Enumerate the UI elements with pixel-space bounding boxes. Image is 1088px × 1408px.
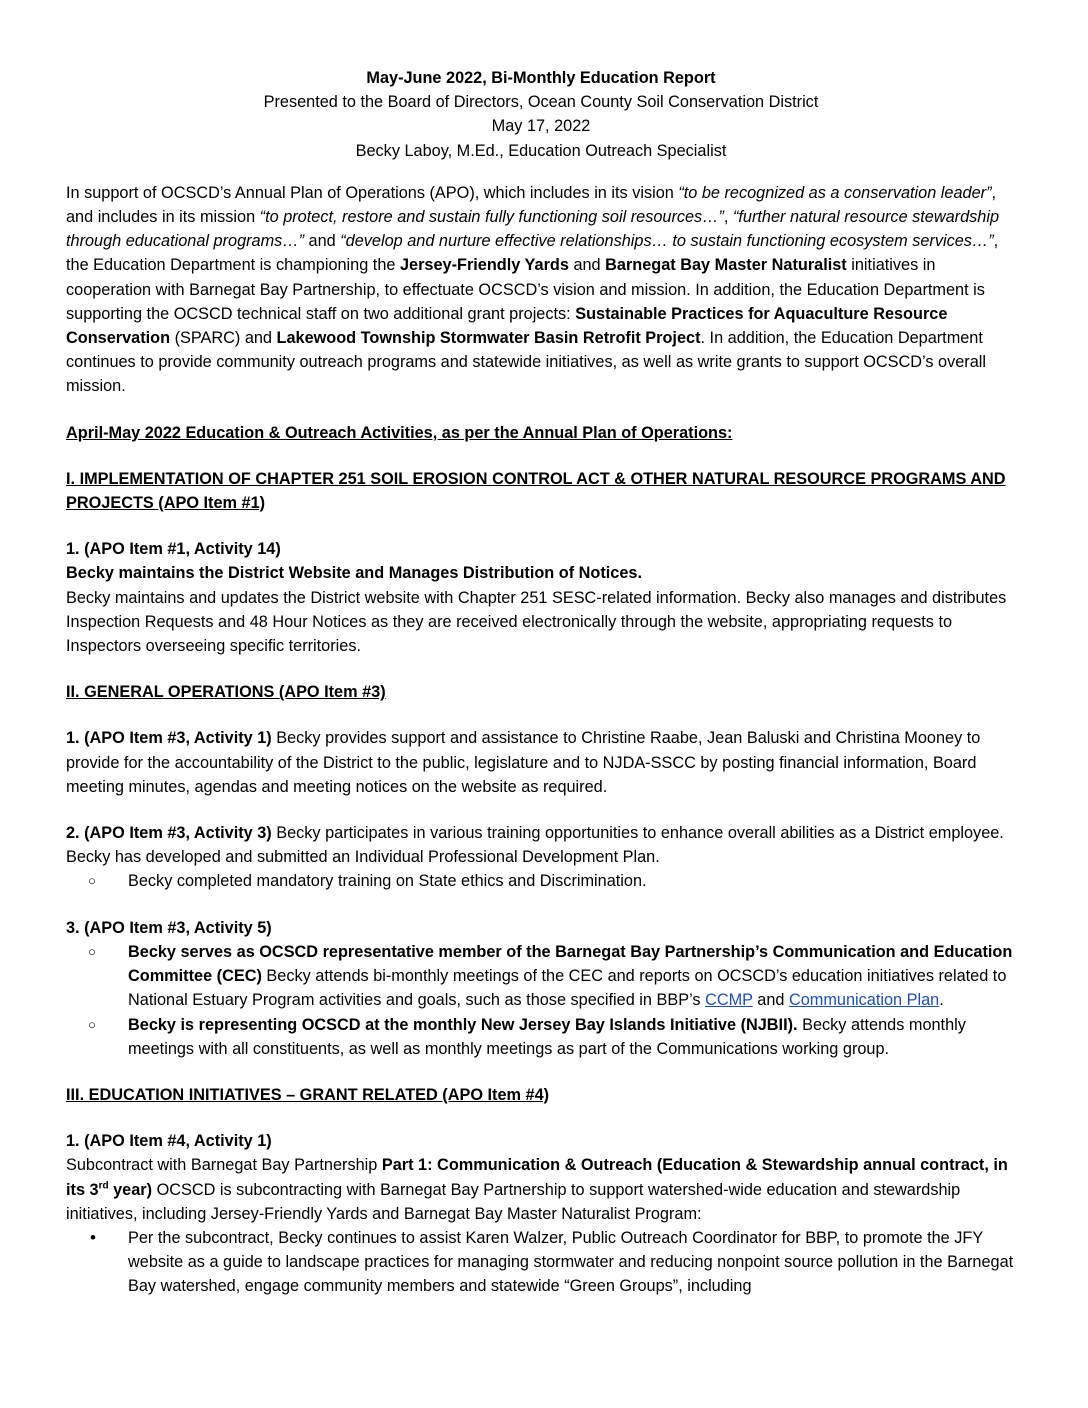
- section-2-item-2-list: [66, 869, 1016, 893]
- section-2-heading: II. GENERAL OPERATIONS (APO Item #3): [66, 683, 386, 702]
- section-2-item-2: 2. (APO Item #3, Activity 3) Becky participates in various training opportunities to enhance overall abilities as a District employee. Becky has developed and submitted an Individual Professional Development Plan.: [66, 824, 1004, 867]
- vision-quote: “to be recognized as a conservation leader”: [678, 183, 992, 202]
- intro-paragraph: In support of OCSCD’s Annual Plan of Operations (APO), which includes in its vision “to be recognized as a conservation leader”, and includes in its mission “to protect, restore and sustain fully functioning soil resources…”, “further natural resource stewardship through educational programs…” and “develop and nurture effective relationships… to sustain functioning ecosystem services…”, the Education Department is championing the Jersey-Friendly Yards and Barnegat Bay Master Naturalist initiatives in cooperation with Barnegat Bay Partnership, to effectuate OCSCD’s vision and mission. In addition, the Education Department is supporting the OCSCD technical staff on two additional grant projects: Sustainable Practices for Aquaculture Resource Conservation (SPARC) and Lakewood Township Stormwater Basin Retrofit Project. In addition, the Education Department continues to provide community outreach programs and statewide initiatives, as well as write grants to support OCSCD’s overall mission.: [66, 183, 1000, 396]
- list-item: ○ Becky serves as OCSCD representative member of the Barnegat Bay Partnership’s Communication and Education Committee (CEC) Becky attends bi-monthly meetings of the CEC and reports on OCSCD’s education initiatives related to National Estuary Program activities and goals, such as those specified in BBP’s CCMP and Communication Plan.: [66, 940, 1016, 1013]
- sparc-name: Sustainable Practices for Aquaculture Resource Conservation: [66, 304, 948, 348]
- list-item: ○ Becky completed mandatory training on State ethics and Discrimination.: [66, 869, 1016, 893]
- report-title: May-June 2022, Bi-Monthly Education Report: [366, 69, 716, 87]
- mission-quote-1: “to protect, restore and sustain fully functioning soil resources…”: [259, 208, 724, 227]
- section-1-item-1-text: Becky maintains and updates the District website with Chapter 251 SESC-related information. Becky also manages and distributes Inspection Requests and 48 Hour Notices as they are received electronically through the website, appropriating requests to Inspectors overseeing specific territories.: [66, 588, 1007, 656]
- jfy-name: Jersey-Friendly Yards: [399, 256, 569, 275]
- section-3-item-1-label: 1. (APO Item #4, Activity 1): [66, 1132, 272, 1151]
- activities-heading: April-May 2022 Education & Outreach Activities, as per the Annual Plan of Operations:: [66, 423, 733, 442]
- bbmn-name: Barnegat Bay Master Naturalist: [605, 256, 847, 275]
- section-2-item-1: 1. (APO Item #3, Activity 1) Becky provides support and assistance to Christine Raabe, Jean Baluski and Christina Mooney to provide for the accountability of the District to the public, legislature and to NJDA-SSCC by posting financial information, Board meeting minutes, agendas and meeting notices on the website as required.: [66, 729, 981, 796]
- section-3-heading: III. EDUCATION INITIATIVES – GRANT RELATED (APO Item #4): [66, 1085, 550, 1104]
- report-author: Becky Laboy, M.Ed., Education Outreach Specialist: [355, 141, 727, 160]
- list-item: ○ Becky is representing OCSCD at the monthly New Jersey Bay Islands Initiative (NJBII). Becky attends monthly meetings with all constituents, as well as monthly meetings as part of the Communications working group.: [66, 1013, 1016, 1061]
- ccmp-link[interactable]: CCMP: [705, 991, 753, 1010]
- section-2-item-3-list: [66, 940, 1016, 1061]
- section-3-item-1-text: Subcontract with Barnegat Bay Partnership Part 1: Communication & Outreach (Education & Stewardship annual contract, in its 3rd year) OCSCD is subcontracting with Barnegat Bay Partnership to support watershed-wide education and stewardship initiatives, including Jersey-Friendly Yards and Barnegat Bay Master Naturalist Program:: [66, 1156, 1008, 1223]
- communication-plan-link[interactable]: Communication Plan: [788, 991, 940, 1010]
- section-3-item-1-list: [66, 1226, 1016, 1299]
- mission-quote-3: “develop and nurture effective relationships… to sustain functioning ecosystem services…”: [340, 232, 994, 251]
- section-1-item-1-title: Becky maintains the District Website and Manages Distribution of Notices.: [66, 564, 642, 583]
- list-item: • Per the subcontract, Becky continues to assist Karen Walzer, Public Outreach Coordinator for BBP, to promote the JFY website as a guide to landscape practices for managing stormwater and reducing nonpoint source pollution in the Barnegat Bay watershed, engage community members and statewide “Green Groups”, including: [66, 1226, 1016, 1299]
- report-header: [66, 66, 1016, 163]
- mission-quote-2: “further natural resource stewardship through educational programs…”: [66, 208, 1000, 251]
- section-1-item-1-label: 1. (APO Item #1, Activity 14): [66, 540, 281, 559]
- section-1-heading: I. IMPLEMENTATION OF CHAPTER 251 SOIL EROSION CONTROL ACT & OTHER NATURAL RESOURCE PROGRAMS AND PROJECTS (APO Item #1): [66, 469, 1006, 513]
- section-2-item-3-label: 3. (APO Item #3, Activity 5): [66, 918, 272, 937]
- presented-to: Presented to the Board of Directors, Ocean County Soil Conservation District: [263, 93, 819, 112]
- lakewood-name: Lakewood Township Stormwater Basin Retrofit Project: [276, 329, 701, 348]
- report-date: May 17, 2022: [491, 117, 591, 136]
